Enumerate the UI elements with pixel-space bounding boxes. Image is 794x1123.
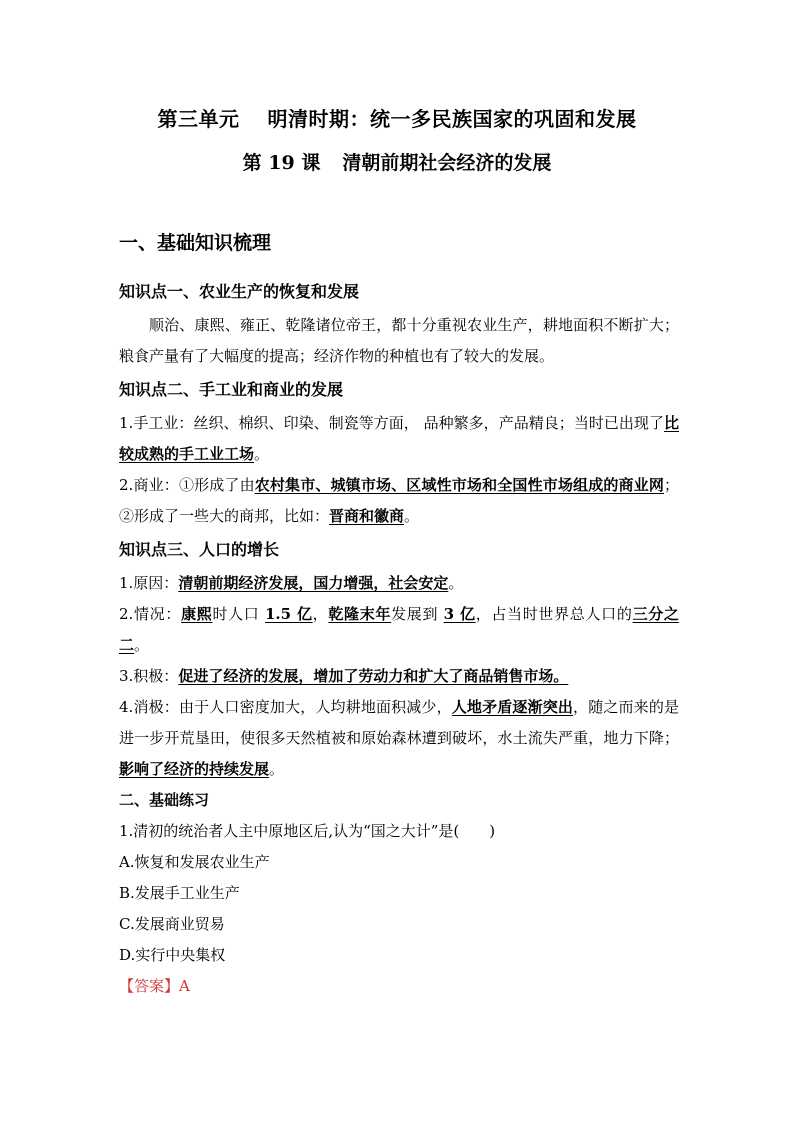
lesson-label: 第 19 课 xyxy=(242,152,321,174)
unit-title xyxy=(0,103,794,132)
kp3-p4-text: 4.消极：由于人口密度加大，人均耕地面积减少， xyxy=(119,698,452,716)
kp3-paragraph-2 xyxy=(119,599,679,661)
answer-line xyxy=(119,971,679,1002)
kp3-p1-highlight: 清朝前期经济发展，国力增强，社会安定 xyxy=(178,574,449,592)
unit-label: 第三单元 xyxy=(157,107,240,131)
kp2-p2-highlight-1: 农村集市、城镇市场、区域性市场和全国性市场组成的商业网 xyxy=(254,476,664,494)
kp3-p4-highlight-2: 影响了经济的持续发展 xyxy=(119,760,270,778)
kp3-paragraph-3 xyxy=(119,661,679,692)
kp3-p4-text-b: ，随之而来的是进一步开荒垦田，使很多天然植被和原始森林遭到破坏，水土流失严重，地力下降； xyxy=(119,698,679,747)
lesson-title xyxy=(0,148,794,175)
option-a: A.恢复和发展农业生产 xyxy=(119,853,270,871)
kp1-heading: 知识点一、农业生产的恢复和发展 xyxy=(119,282,360,301)
kp3-p2-highlight-3: 乾隆末年 xyxy=(328,605,392,623)
kp3-heading: 知识点三、人口的增长 xyxy=(119,540,280,559)
kp3-p2-end: 。 xyxy=(134,636,150,654)
kp3-p2-text-c: ， xyxy=(312,605,329,623)
kp3-p2-text: 2.情况： xyxy=(119,605,182,623)
kp3-p2-text-e: ，占当时世界总人口的 xyxy=(475,605,633,623)
kp2-p1-highlight: 比较成熟的手工业工场 xyxy=(119,414,679,463)
option-b: B.发展手工业生产 xyxy=(119,884,240,902)
kp1-text: 顺治、康熙、雍正、乾隆诸位帝王，都十分重视农业生产，耕地面积不断扩大；粮食产量有了大幅度的提高；经济作物的种植也有了较大的发展。 xyxy=(119,316,679,365)
kp2-paragraph-1 xyxy=(119,408,679,470)
kp2-p1-text: 1.手工业：丝织、棉织、印染、制瓷等方面， 品种繁多，产品精良；当时已出现了 xyxy=(119,414,664,432)
kp2-heading: 知识点二、手工业和商业的发展 xyxy=(119,380,344,399)
question-1: 1.清初的统治者人主中原地区后,认为“国之大计”是( ) xyxy=(119,822,496,840)
kp2-p2-highlight-2: 晋商和徽商 xyxy=(329,507,405,525)
kp3-p2-highlight-1: 康熙 xyxy=(181,605,213,623)
kp3-p2-highlight-2: 1.5 亿 xyxy=(264,605,313,623)
answer-label: 【答案】 xyxy=(119,977,180,995)
kp3-p2-text-d: 发展到 xyxy=(391,605,444,623)
option-d: D.实行中央集权 xyxy=(119,946,226,964)
kp2-paragraph-2 xyxy=(119,470,679,532)
unit-title-text: 明清时期：统一多民族国家的巩固和发展 xyxy=(267,107,637,131)
kp2-p2-text-b: ；②形成了一些大的商邦，比如： xyxy=(119,476,679,525)
answer-value: A xyxy=(179,977,190,995)
kp3-p2-highlight-5: 三分之二 xyxy=(119,605,679,654)
kp3-paragraph-4 xyxy=(119,692,679,785)
kp3-p1-text: 1.原因： xyxy=(119,574,179,592)
content-body xyxy=(119,226,679,1002)
kp3-p3-text: 3.积极： xyxy=(119,667,179,685)
kp2-p2-end: 。 xyxy=(404,507,420,525)
section2-heading: 二、基础练习 xyxy=(119,791,210,809)
kp2-p1-end: 。 xyxy=(254,445,270,463)
kp3-p2-text-b: 时人口 xyxy=(212,605,265,623)
kp3-p4-end: 。 xyxy=(269,760,285,778)
kp3-paragraph-1 xyxy=(119,568,679,599)
kp3-p1-end: 。 xyxy=(448,574,464,592)
kp3-p3-highlight: 促进了经济的发展，增加了劳动力和扩大了商品销售市场。 xyxy=(178,667,569,685)
kp3-p2-highlight-4: 3 亿 xyxy=(443,605,476,623)
kp2-p2-text: 2.商业：①形成了由 xyxy=(119,476,255,494)
option-c: C.发展商业贸易 xyxy=(119,915,225,933)
kp3-p4-highlight-1: 人地矛盾逐渐突出 xyxy=(451,698,574,716)
lesson-title-text: 清朝前期社会经济的发展 xyxy=(342,152,552,174)
section1-heading: 一、基础知识梳理 xyxy=(119,232,272,254)
